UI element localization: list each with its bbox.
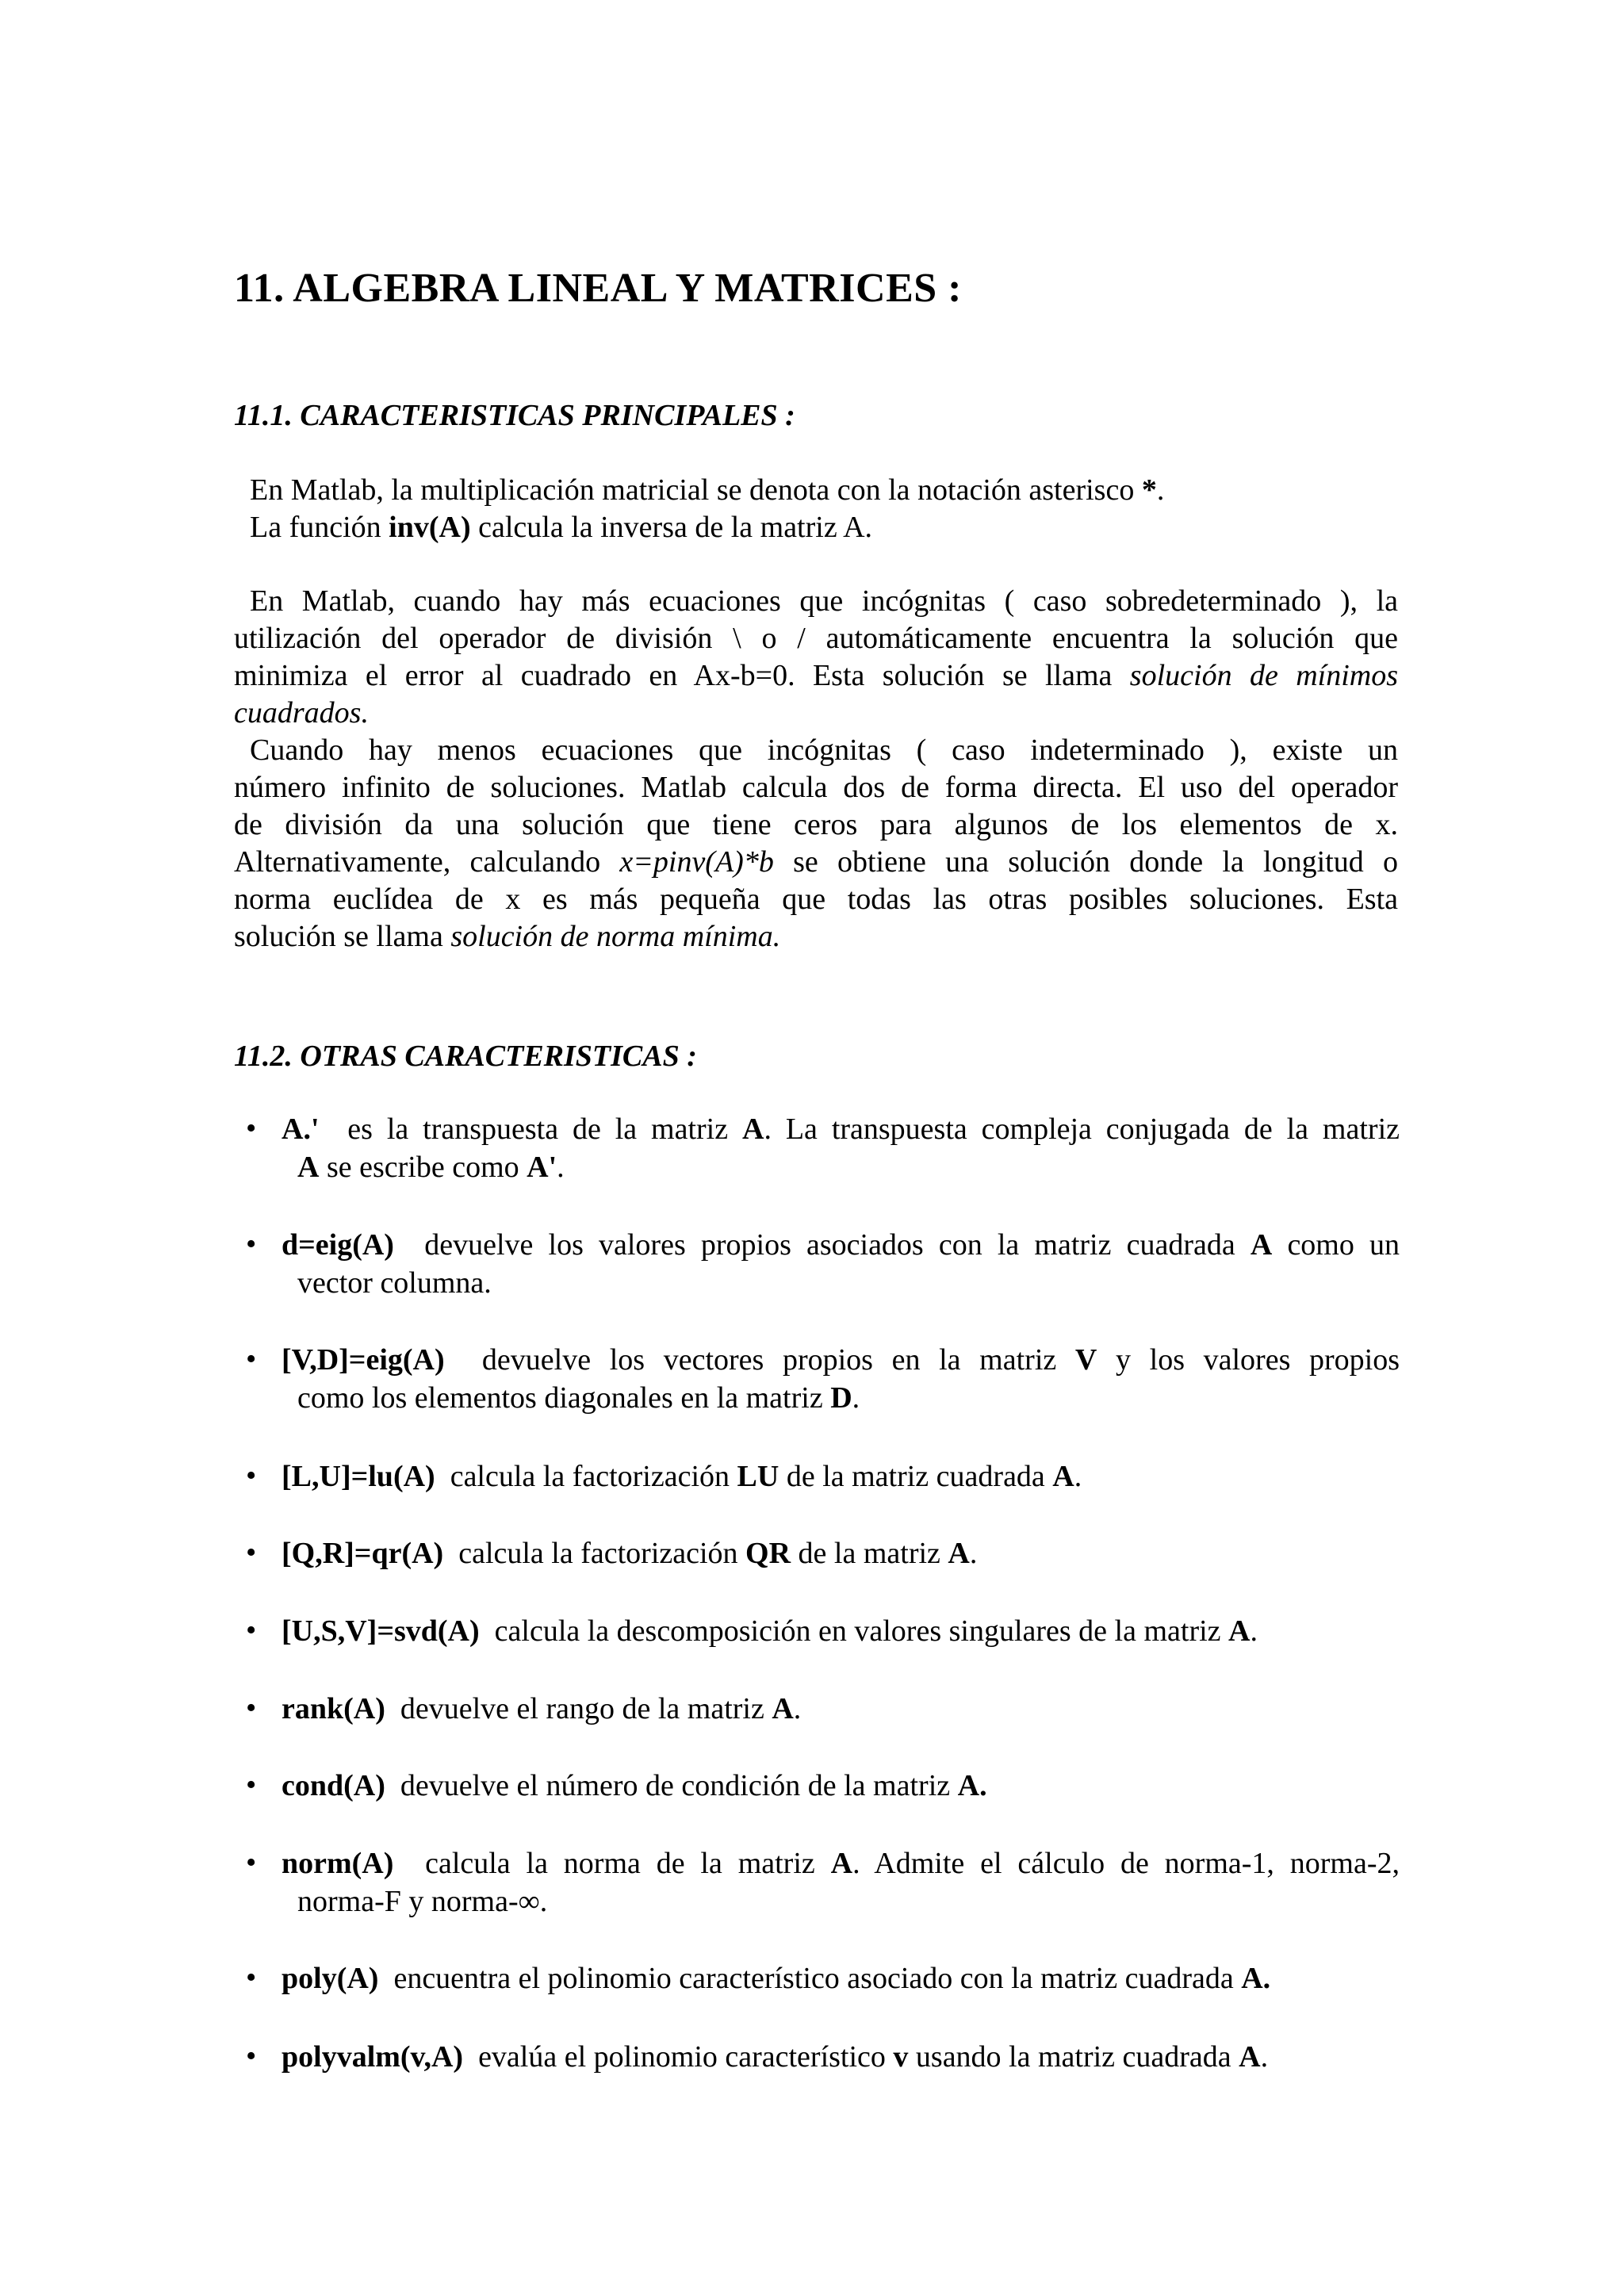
- item-text: calcula la norma de la matriz: [393, 1847, 831, 1880]
- paragraph-line: número infinito de soluciones. Matlab calcula dos de forma directa. El uso del operador: [234, 771, 1398, 804]
- item-text: de la matriz: [791, 1537, 948, 1570]
- command-name: [Q,R]=qr(A): [282, 1537, 444, 1570]
- item-text: .: [793, 1692, 802, 1725]
- item-text: calcula la factorización: [435, 1460, 737, 1493]
- intro-line-2: [250, 509, 872, 546]
- command-name: d=eig(A): [282, 1228, 394, 1262]
- matrix-symbol: A: [297, 1151, 320, 1184]
- paragraph-text: minimiza el error al cuadrado en Ax-b=0. Esta solución se llama: [234, 659, 1130, 692]
- list-item-eig-vectors: [282, 1341, 1400, 1417]
- list-item-line: [282, 1612, 1400, 1650]
- matrix-symbol: A: [1239, 2040, 1261, 2074]
- matrix-symbol: A: [948, 1537, 970, 1570]
- item-text: como un: [1272, 1228, 1400, 1262]
- matrix-symbol: V: [1074, 1343, 1097, 1377]
- paragraph-line: [234, 918, 1398, 956]
- item-text: devuelve los vectores propios en la matriz: [444, 1343, 1075, 1377]
- paragraph-line: cuadrados.: [234, 696, 369, 730]
- list-item-line: [282, 1690, 1400, 1728]
- item-text: devuelve los valores propios asociados con la matriz cuadrada: [393, 1228, 1251, 1262]
- paragraph-line: [234, 657, 1398, 695]
- list-item-line: [282, 1767, 1400, 1805]
- bullet-glyph: •: [246, 2039, 257, 2073]
- item-text: de la matriz cuadrada: [779, 1460, 1053, 1493]
- list-item-svd: [282, 1612, 1400, 1650]
- paragraph-line: utilización del operador de división \ o / automáticamente encuentra la solución que: [234, 622, 1398, 655]
- list-item-line: [282, 1226, 1400, 1264]
- item-text: .: [557, 1151, 565, 1184]
- list-item-line: [282, 1110, 1400, 1148]
- list-item-poly: [282, 1959, 1400, 1997]
- matrix-symbol: A: [830, 1847, 853, 1880]
- matrix-symbol: A: [742, 1113, 764, 1146]
- chapter-title: 11. ALGEBRA LINEAL Y MATRICES :: [234, 266, 962, 311]
- paragraph-overdetermined: [234, 583, 1398, 732]
- bullet-glyph: •: [246, 1614, 257, 1647]
- list-item-line: [282, 1341, 1400, 1379]
- paragraph-line: En Matlab, cuando hay más ecuaciones que incógnitas ( caso sobredeterminado ), la: [250, 584, 1398, 618]
- bullet-glyph: •: [246, 1227, 257, 1261]
- matrix-symbol: A.: [1241, 1962, 1271, 1995]
- intro-text: calcula la inversa de la matriz A.: [470, 511, 873, 544]
- item-text: encuentra el polinomio característico asociado con la matriz cuadrada: [378, 1962, 1242, 1995]
- intro-period: .: [1156, 473, 1165, 507]
- item-text: devuelve el rango de la matriz: [385, 1692, 772, 1725]
- matrix-symbol: D: [830, 1381, 852, 1415]
- command-name: poly(A): [282, 1962, 379, 1995]
- item-text: calcula la factorización: [443, 1537, 746, 1570]
- list-item-line: [282, 1959, 1400, 1997]
- list-item-polyvalm: [282, 2038, 1400, 2076]
- command-name: rank(A): [282, 1692, 385, 1725]
- pinv-expression: x=pinv(A)*b: [619, 845, 774, 879]
- intro-text: En Matlab, la multiplicación matricial se denota con la notación asterisco: [250, 473, 1142, 507]
- bullet-glyph: •: [246, 1536, 257, 1569]
- list-item-eig: [282, 1226, 1400, 1302]
- item-text: .: [969, 1537, 978, 1570]
- item-text: .: [1250, 1614, 1258, 1648]
- item-text: . Admite el cálculo de norma-1, norma-2,: [852, 1847, 1400, 1880]
- list-item-line: norma-F y norma-∞.: [297, 1885, 548, 1918]
- list-item-line: [282, 1148, 1400, 1186]
- item-text: .: [1260, 2040, 1269, 2074]
- command-name: [V,D]=eig(A): [282, 1343, 445, 1377]
- paragraph-text: Alternativamente, calculando: [234, 845, 620, 879]
- command-name: norm(A): [282, 1847, 394, 1880]
- item-text: . La transpuesta compleja conjugada de la matriz: [764, 1113, 1400, 1146]
- inv-function: inv(A): [389, 511, 471, 544]
- command-name: [L,U]=lu(A): [282, 1460, 435, 1493]
- list-item-norm: [282, 1844, 1400, 1921]
- list-item-transpose: [282, 1110, 1400, 1186]
- matrix-symbol: A': [527, 1151, 557, 1184]
- item-text: y los valores propios: [1097, 1343, 1400, 1377]
- list-item-line: vector columna.: [297, 1266, 492, 1300]
- vector-symbol: v: [893, 2040, 909, 2074]
- matrix-symbol: QR: [745, 1537, 791, 1570]
- least-squares-term: solución de mínimos: [1129, 659, 1398, 692]
- minimum-norm-term: solución de norma mínima.: [450, 920, 781, 953]
- item-text: devuelve el número de condición de la matriz: [385, 1769, 958, 1802]
- item-text: es la transpuesta de la matriz: [319, 1113, 742, 1146]
- command-name: A.': [282, 1113, 320, 1146]
- matrix-symbol: A.: [957, 1769, 987, 1802]
- matrix-symbol: LU: [737, 1460, 779, 1493]
- paragraph-line: de división da una solución que tiene ceros para algunos de los elementos de x.: [234, 808, 1398, 841]
- paragraph-line: [234, 844, 1398, 881]
- list-item-line: [282, 1457, 1400, 1496]
- matrix-symbol: A: [1228, 1614, 1251, 1648]
- list-item-line: [282, 1844, 1400, 1882]
- list-item-lu: [282, 1457, 1400, 1496]
- item-text: se escribe como: [319, 1151, 527, 1184]
- matrix-symbol: A: [1052, 1460, 1074, 1493]
- item-text: usando la matriz cuadrada: [908, 2040, 1239, 2074]
- list-item-rank: [282, 1690, 1400, 1728]
- paragraph-text: se obtiene una solución donde la longitud o: [773, 845, 1398, 879]
- list-item-cond: [282, 1767, 1400, 1805]
- list-item-qr: [282, 1534, 1400, 1572]
- paragraph-line: Cuando hay menos ecuaciones que incógnitas ( caso indeterminado ), existe un: [250, 733, 1398, 767]
- item-text: .: [852, 1381, 860, 1415]
- paragraph-text: solución se llama: [234, 920, 451, 953]
- matrix-symbol: A: [772, 1692, 794, 1725]
- command-name: polyvalm(v,A): [282, 2040, 464, 2074]
- command-name: cond(A): [282, 1769, 385, 1802]
- section-title-1: 11.1. CARACTERISTICAS PRINCIPALES :: [234, 399, 795, 432]
- item-text: .: [1074, 1460, 1082, 1493]
- list-item-line: [282, 1534, 1400, 1572]
- section-title-2: 11.2. OTRAS CARACTERISTICAS :: [234, 1040, 697, 1073]
- paragraph-line: norma euclídea de x es más pequeña que todas las otras posibles soluciones. Esta: [234, 883, 1398, 916]
- bullet-glyph: •: [246, 1342, 257, 1376]
- bullet-glyph: •: [246, 1112, 257, 1145]
- asterisk-notation: *: [1141, 473, 1157, 507]
- matrix-symbol: A: [1250, 1228, 1273, 1262]
- list-item-line: [282, 1379, 1400, 1417]
- intro-line-1: [250, 472, 1164, 509]
- bullet-glyph: •: [246, 1961, 257, 1994]
- bullet-glyph: •: [246, 1846, 257, 1879]
- bullet-glyph: •: [246, 1768, 257, 1802]
- list-item-line: [282, 2038, 1400, 2076]
- item-text: como los elementos diagonales en la matriz: [297, 1381, 831, 1415]
- intro-text: La función: [250, 511, 389, 544]
- command-name: [U,S,V]=svd(A): [282, 1614, 480, 1648]
- bullet-glyph: •: [246, 1691, 257, 1725]
- bullet-glyph: •: [246, 1459, 257, 1492]
- item-text: calcula la descomposición en valores singulares de la matriz: [479, 1614, 1229, 1648]
- item-text: evalúa el polinomio característico: [463, 2040, 894, 2074]
- paragraph-underdetermined: [234, 732, 1398, 956]
